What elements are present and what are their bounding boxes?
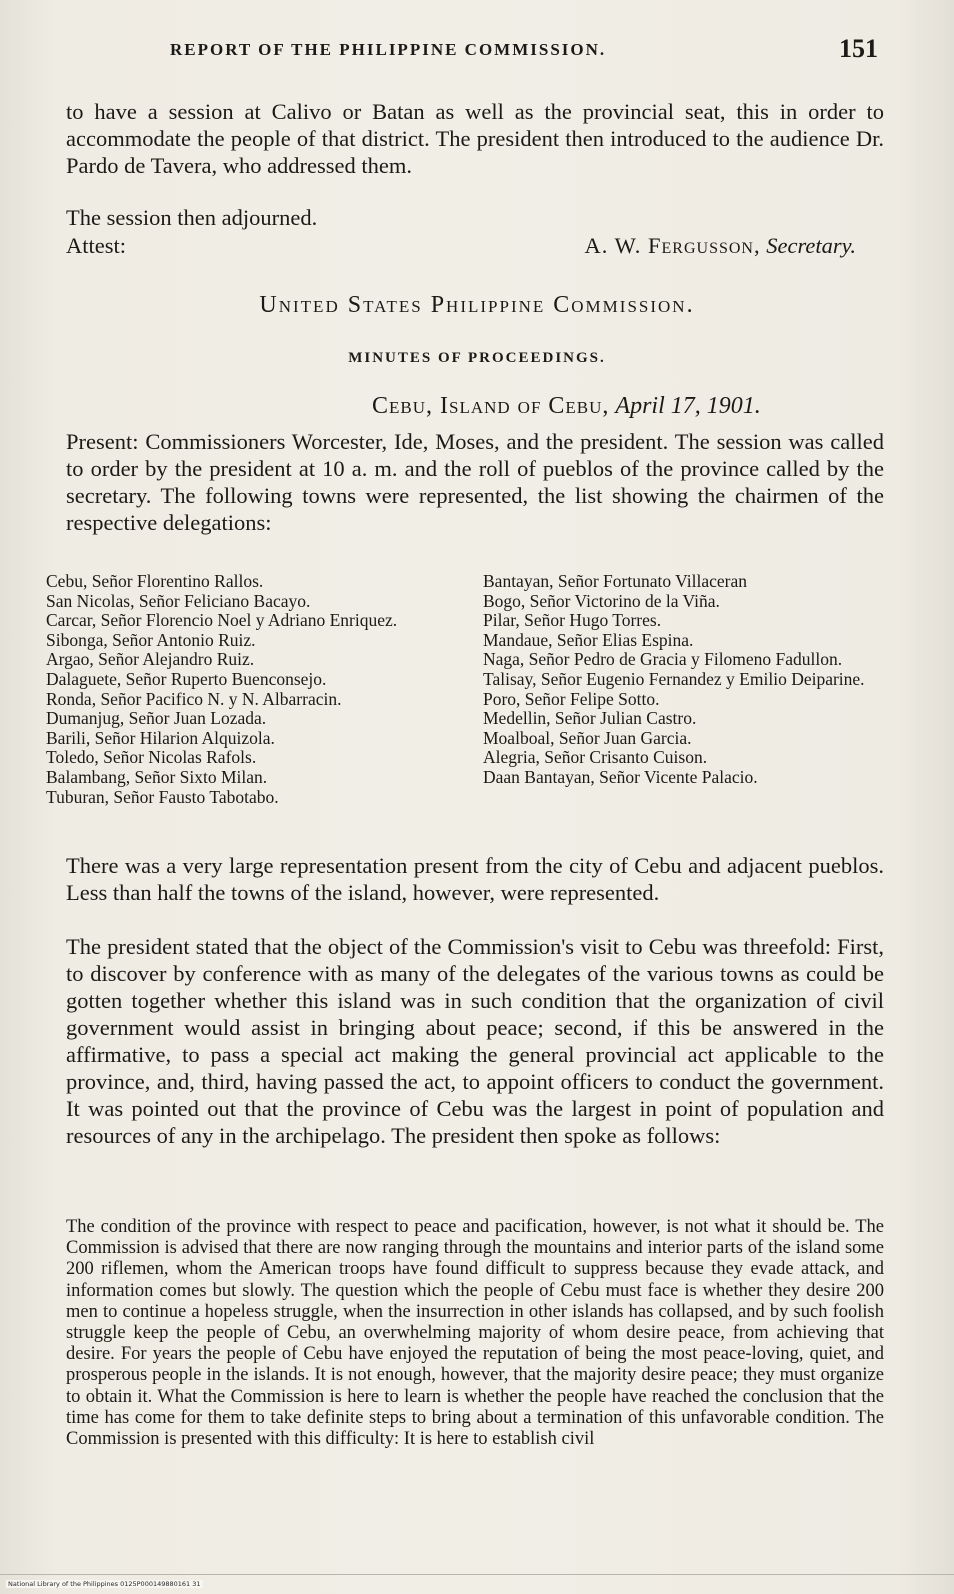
delegation-item: San Nicolas, Señor Feliciano Bacayo. (46, 590, 311, 611)
delegation-item: Balambang, Señor Sixto Milan. (46, 766, 268, 787)
president-paragraph: The president stated that the object of the Commission's visit to Cebu was threefold: First, to discover by conference with as many of the delegates of the various towns as could be gotten together whether this island was in such condition that the organization of civil government would assist in bringing about peace; second, if this be answered in the affirmative, to pass a special act making the general provincial act applicable to the province, and, third, having passed the act, to appoint officers to conduct the government. It was pointed out that the province of Cebu was the largest in point of population and resources of any in the archipelago. The president then spoke as follows: (66, 934, 884, 1148)
delegation-item: Bantayan, Señor Fortunato Villaceran (483, 571, 747, 591)
present-paragraph: Present: Commissioners Worcester, Ide, Moses, and the president. The session was called to order by the president at 10 a. m. and the roll of pueblos of the province called by the secretary. The following towns were represented, the list showing the chairmen of the respective delegations: (66, 429, 884, 535)
attest-signature (584, 233, 856, 259)
section-subtitle: MINUTES OF PROCEEDINGS. (348, 350, 606, 366)
attest-label: Attest: (66, 233, 126, 258)
delegations-list (46, 572, 896, 842)
delegation-item: Daan Bantayan, Señor Vicente Palacio. (483, 766, 758, 787)
delegation-item: Cebu, Señor Florentino Rallos. (46, 571, 264, 591)
delegation-item: Tuburan, Señor Fausto Tabotabo. (46, 786, 279, 807)
delegation-item: Ronda, Señor Pacifico N. y N. Albarracin. (46, 688, 342, 709)
continuation-paragraph: to have a session at Calivo or Batan as well as the provincial seat, this in order to accommodate the people of that district. The president then introduced to the audience Dr. Pardo de Tavera, who addressed them. (66, 99, 884, 178)
delegation-item: Moalboal, Señor Juan Garcia. (483, 727, 692, 748)
delegation-item: Barili, Señor Hilarion Alquizola. (46, 727, 275, 748)
delegation-item: Toledo, Señor Nicolas Rafols. (46, 747, 257, 768)
signatory-role: Secretary. (766, 233, 856, 258)
delegation-item: Carcar, Señor Florencio Noel y Adriano Enriquez. (46, 610, 398, 631)
delegation-item: Talisay, Señor Eugenio Fernandez y Emilio Deiparine. (483, 668, 865, 689)
dateline (372, 393, 862, 420)
delegation-item: Poro, Señor Felipe Sotto. (483, 688, 660, 709)
page-number: 151 (839, 34, 878, 63)
delegation-item: Dumanjug, Señor Juan Lozada. (46, 708, 267, 729)
delegation-item: Argao, Señor Alejandro Ruiz. (46, 649, 255, 670)
signatory-name: A. W. Fergusson, (584, 233, 761, 258)
delegation-item: Pilar, Señor Hugo Torres. (483, 610, 662, 631)
adjourned-line: The session then adjourned. (66, 205, 318, 230)
delegation-item: Mandaue, Señor Elias Espina. (483, 629, 694, 650)
delegations-left-column (46, 572, 466, 807)
delegation-item: Bogo, Señor Victorino de la Viña. (483, 590, 720, 611)
delegation-item: Alegria, Señor Crisanto Cuison. (483, 747, 708, 768)
bottom-rule (0, 1574, 954, 1575)
representation-paragraph: There was a very large representation present from the city of Cebu and adjacent pueblos. Less than half the towns of the island, however, were represented. (66, 853, 884, 905)
dateline-place: Cebu, Island of Cebu, (372, 393, 610, 419)
running-head: REPORT OF THE PHILIPPINE COMMISSION. (170, 40, 607, 59)
delegation-item: Sibonga, Señor Antonio Ruiz. (46, 629, 256, 650)
quoted-speech: The condition of the province with respect to peace and pacification, however, is not what it should be. The Commission is advised that there are now ranging through the mountains and interior parts of the island some 200 riflemen, whom the American troops have found difficult to suppress because they evade attack, and information comes but slowly. The question which the people of Cebu must face is whether they desire 200 men to continue a hopeless struggle, when the insurrection in other islands has collapsed, and by such foolish struggle keep the people of Cebu, an overwhelming majority of whom desire peace, from achieving that desire. For years the people of Cebu have enjoyed the reputation of being the most peace-loving, quiet, and prosperous people in the islands. It is not enough, however, that the majority desire peace; they must organize to obtain it. What the Commission is here to learn is whether the people have reached the conclusion that the time has come for them to take definite steps to bring about a termination of this unfavorable condition. The Commission is presented with this difficulty: It is here to establish civil (66, 1217, 884, 1450)
delegation-item: Naga, Señor Pedro de Gracia y Filomeno Fadullon. (483, 649, 843, 670)
delegation-item: Medellin, Señor Julian Castro. (483, 708, 697, 729)
delegations-right-column (483, 572, 897, 788)
scan-footer: National Library of the Philippines 0125P000149880161 31 (8, 1580, 201, 1588)
delegation-item: Dalaguete, Señor Ruperto Buenconsejo. (46, 668, 327, 689)
dateline-date: April 17, 1901. (615, 393, 761, 419)
section-title: United States Philippine Commission. (259, 292, 695, 318)
